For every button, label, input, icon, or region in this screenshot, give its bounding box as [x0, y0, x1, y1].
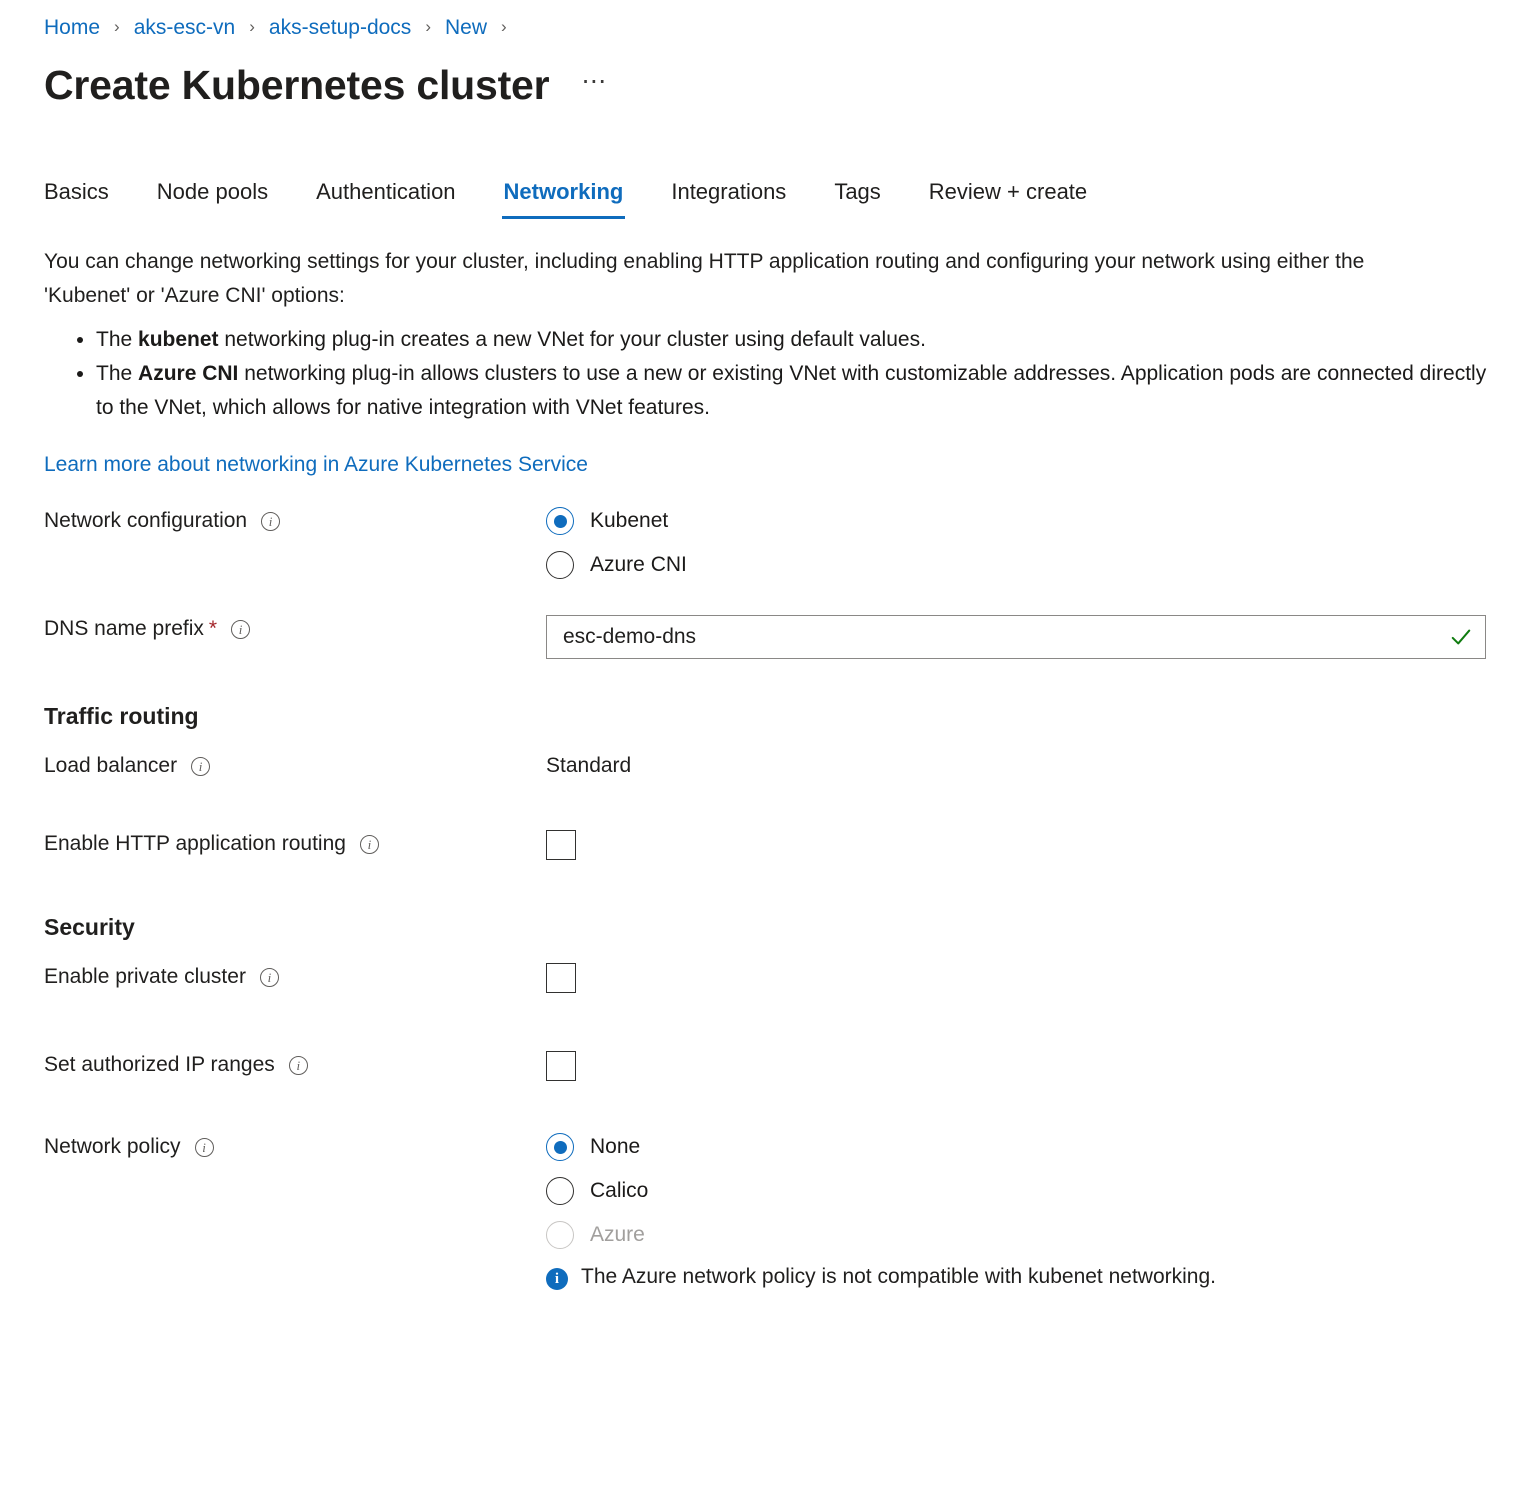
network-configuration-options	[546, 507, 1492, 595]
http-application-routing-label-group	[44, 830, 546, 856]
http-application-routing-control	[546, 830, 1492, 860]
network-policy-label: Network policy	[44, 1135, 181, 1159]
private-cluster-label-group	[44, 963, 546, 989]
bullet-strong: kubenet	[138, 328, 219, 352]
learn-more-link[interactable]: Learn more about networking in Azure Kubernetes Service	[44, 453, 588, 477]
info-icon[interactable]: i	[261, 512, 280, 531]
section-heading-traffic-routing: Traffic routing	[44, 703, 199, 730]
dns-name-prefix-label: DNS name prefix	[44, 617, 204, 641]
info-icon[interactable]: i	[195, 1138, 214, 1157]
load-balancer-label: Load balancer	[44, 754, 178, 778]
tab-basics[interactable]: Basics	[44, 179, 109, 204]
radio-option-kubenet[interactable]	[546, 507, 1492, 535]
bullet-prefix: The	[96, 328, 139, 352]
dns-name-prefix-label-group	[44, 615, 546, 641]
tab-integrations[interactable]: Integrations	[671, 179, 787, 204]
tab-tags[interactable]: Tags	[834, 179, 881, 204]
tab-networking[interactable]: Networking	[480, 179, 648, 219]
info-icon[interactable]: i	[231, 620, 250, 639]
field-network-policy	[44, 1133, 1492, 1290]
intro-paragraph: You can change networking settings for your cluster, including enabling HTTP application routing and configuring your network using either the 'Kubenet' or 'Azure CNI' options:	[44, 250, 1365, 308]
radio-kubenet-icon[interactable]	[546, 507, 574, 535]
radio-option-azure-cni[interactable]	[546, 551, 1492, 579]
radio-azure-label: Azure	[590, 1223, 645, 1247]
networking-form	[44, 507, 1492, 1290]
radio-kubenet-label: Kubenet	[590, 509, 669, 533]
bullet-prefix: The	[96, 362, 139, 386]
intro-bullet-list	[44, 323, 1492, 425]
network-policy-options	[546, 1133, 1492, 1290]
private-cluster-label: Enable private cluster	[44, 965, 246, 989]
tab-review-create[interactable]: Review + create	[928, 179, 1088, 204]
field-http-application-routing	[44, 830, 1492, 870]
field-dns-name-prefix	[44, 615, 1492, 659]
radio-none-icon[interactable]	[546, 1133, 574, 1161]
http-application-routing-checkbox[interactable]	[546, 830, 576, 860]
authorized-ip-ranges-checkbox[interactable]	[546, 1051, 576, 1081]
field-private-cluster	[44, 963, 1492, 1003]
radio-azure-icon	[546, 1221, 574, 1249]
page-title: Create Kubernetes cluster	[44, 62, 550, 108]
field-network-configuration	[44, 507, 1492, 595]
network-configuration-label-group	[44, 507, 546, 533]
info-icon[interactable]: i	[191, 757, 210, 776]
breadcrumb-separator-icon: ›	[114, 17, 120, 36]
radio-none-label: None	[590, 1135, 641, 1159]
wizard-tabs	[44, 171, 1492, 219]
list-item	[96, 323, 1492, 357]
private-cluster-checkbox[interactable]	[546, 963, 576, 993]
network-policy-label-group	[44, 1133, 546, 1159]
radio-calico-icon[interactable]	[546, 1177, 574, 1205]
breadcrumb-item-aks-setup-docs[interactable]: aks-setup-docs	[268, 16, 412, 39]
dns-name-prefix-input[interactable]	[546, 615, 1486, 659]
breadcrumb	[44, 0, 1492, 44]
breadcrumb-separator-icon: ›	[249, 17, 255, 36]
network-configuration-label: Network configuration	[44, 509, 248, 533]
field-load-balancer	[44, 752, 1492, 792]
radio-option-none[interactable]	[546, 1133, 1492, 1161]
network-policy-note-text: The Azure network policy is not compatible with kubenet networking.	[581, 1265, 1216, 1289]
bullet-suffix: networking plug-in creates a new VNet for your cluster using default values.	[218, 328, 926, 352]
breadcrumb-separator-icon: ›	[501, 17, 507, 36]
page-header	[44, 62, 1492, 109]
radio-option-azure	[546, 1221, 1492, 1249]
list-item	[96, 357, 1492, 425]
breadcrumb-separator-icon: ›	[425, 17, 431, 36]
http-application-routing-label: Enable HTTP application routing	[44, 832, 346, 856]
breadcrumb-item-new[interactable]: New	[444, 16, 487, 39]
tab-authentication[interactable]: Authentication	[316, 179, 456, 204]
breadcrumb-item-home[interactable]: Home	[44, 16, 101, 39]
load-balancer-value-wrap	[546, 752, 1492, 778]
required-marker: *	[208, 617, 218, 641]
breadcrumb-item-aks-esc-vn[interactable]: aks-esc-vn	[133, 16, 236, 39]
tab-node-pools[interactable]: Node pools	[156, 179, 269, 204]
radio-azure-cni-icon[interactable]	[546, 551, 574, 579]
field-authorized-ip-ranges	[44, 1051, 1492, 1091]
info-icon[interactable]: i	[289, 1056, 308, 1075]
bullet-suffix: networking plug-in allows clusters to use a new or existing VNet with customizable addresses. Application pods are connected directly to the VNet, which allows for native integration with VNet features.	[96, 362, 1487, 420]
authorized-ip-ranges-label: Set authorized IP ranges	[44, 1053, 275, 1077]
private-cluster-control	[546, 963, 1492, 993]
info-icon[interactable]: i	[360, 835, 379, 854]
load-balancer-label-group	[44, 752, 546, 778]
info-icon[interactable]: i	[260, 968, 279, 987]
network-policy-note	[546, 1265, 1492, 1290]
authorized-ip-ranges-control	[546, 1051, 1492, 1081]
radio-azure-cni-label: Azure CNI	[590, 553, 687, 577]
more-options-icon[interactable]: ⋯	[581, 67, 609, 95]
section-heading-security: Security	[44, 914, 135, 941]
dns-name-prefix-input-wrap	[546, 615, 1486, 659]
radio-option-calico[interactable]	[546, 1177, 1492, 1205]
load-balancer-value: Standard	[546, 754, 632, 778]
info-circle-icon: i	[546, 1268, 568, 1290]
bullet-strong: Azure CNI	[138, 362, 239, 386]
radio-calico-label: Calico	[590, 1179, 649, 1203]
dns-name-prefix-control	[546, 615, 1492, 659]
authorized-ip-ranges-label-group	[44, 1051, 546, 1077]
